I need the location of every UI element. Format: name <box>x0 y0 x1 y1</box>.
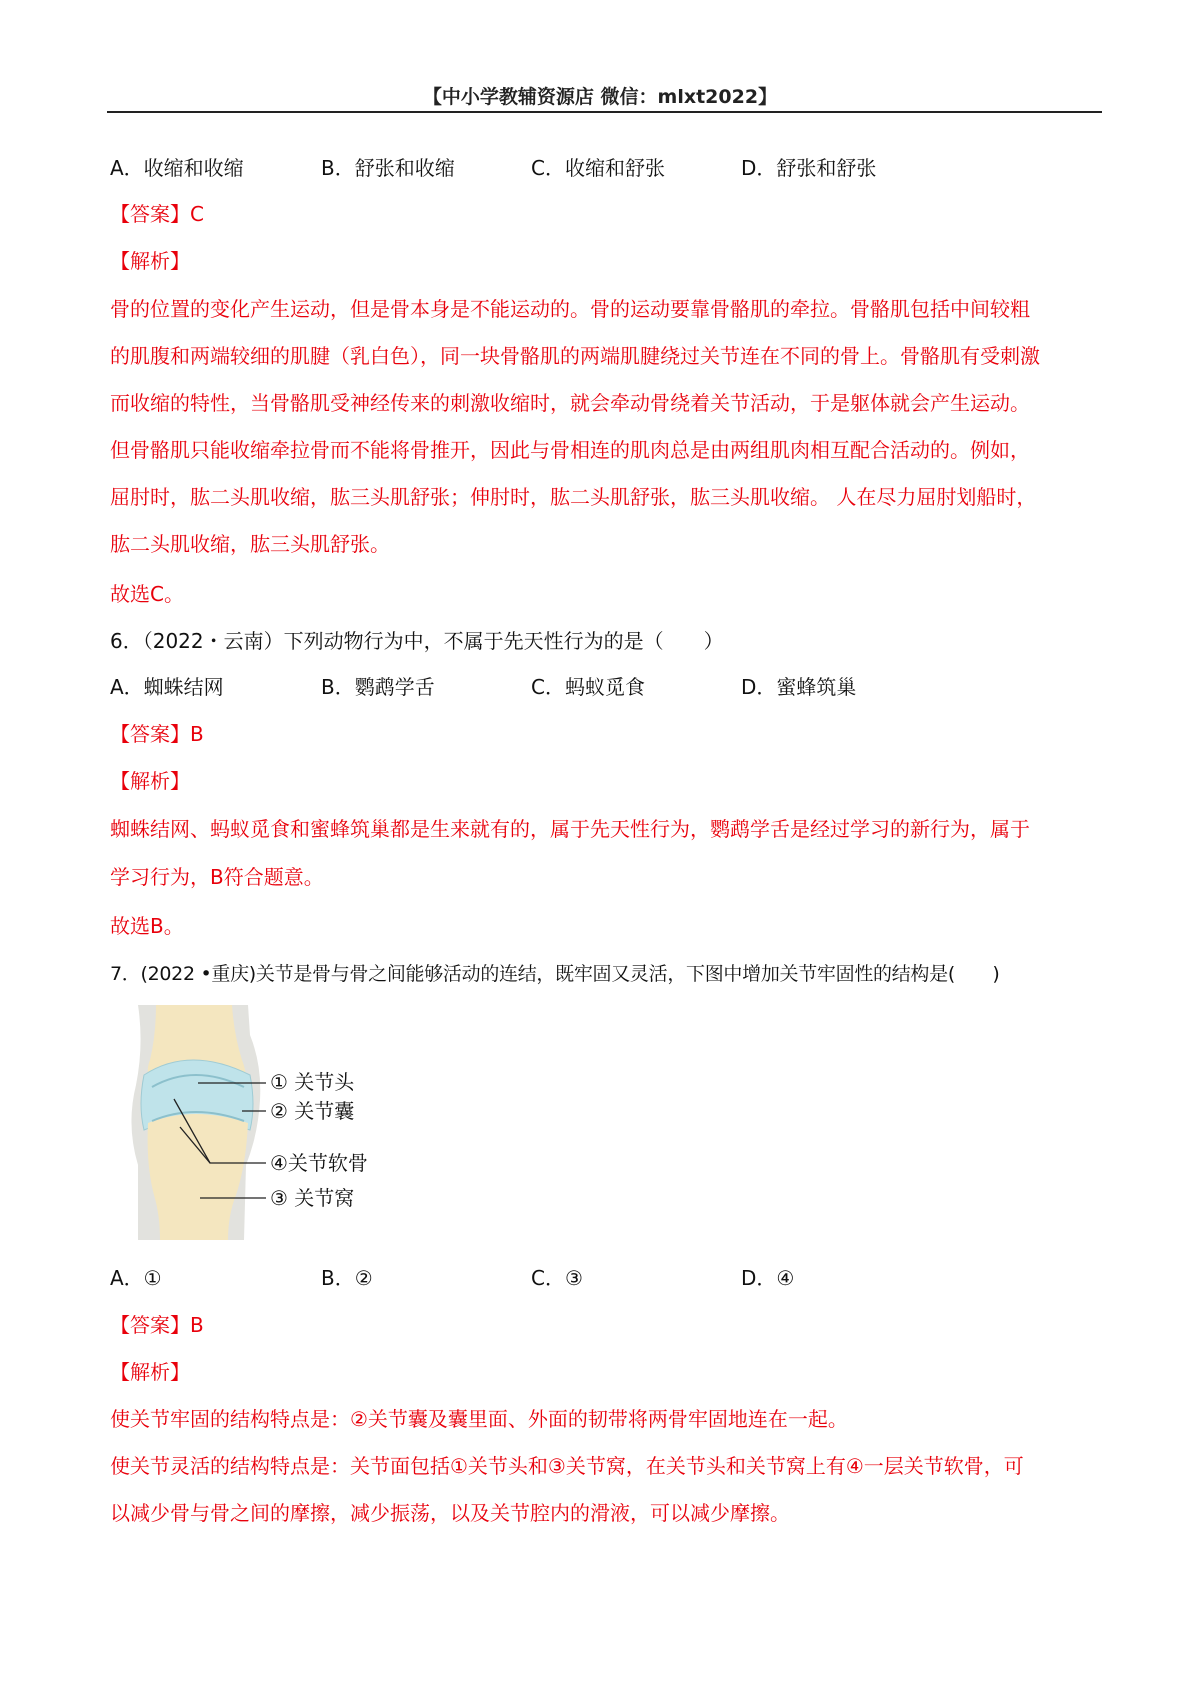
q5-answer-value: C <box>190 202 204 226</box>
q5-analysis-line-6: 肱二头肌收缩，肱三头肌舒张。 <box>110 532 390 556</box>
q7-analysis-line-3: 以减少骨与骨之间的摩擦，减少振荡，以及关节腔内的滑液，可以减少摩擦。 <box>110 1501 790 1525</box>
q7-analysis-label: 【解析】 <box>110 1360 190 1384</box>
q5-conclusion: 故选C。 <box>110 582 184 606</box>
q5-option-a: A．收缩和收缩 <box>110 156 244 180</box>
joint-diagram <box>130 1005 430 1240</box>
q7-option-b: B．② <box>321 1266 373 1290</box>
q7-answer <box>110 1311 204 1339</box>
q7-analysis-line-1: 使关节牢固的结构特点是：②关节囊及囊里面、外面的韧带将两骨牢固地连在一起。 <box>110 1407 848 1431</box>
q7-option-a: A．① <box>110 1266 162 1290</box>
page-header: 【中小学教辅资源店 微信：mlxt2022】 <box>422 86 778 108</box>
q6-option-a: A．蜘蛛结网 <box>110 675 224 699</box>
q5-analysis-line-1: 骨的位置的变化产生运动，但是骨本身是不能运动的。骨的运动要靠骨骼肌的牵拉。骨骼肌包括中间较粗 <box>110 297 1030 321</box>
q6-answer-value: B <box>190 722 204 746</box>
q5-analysis-line-2: 的肌腹和两端较细的肌腱（乳白色），同一块骨骼肌的两端肌腱绕过关节连在不同的骨上。骨骼肌有受刺激 <box>110 344 1040 368</box>
q7-option-c: C．③ <box>531 1266 583 1290</box>
q7-option-d: D．④ <box>741 1266 795 1290</box>
q6-conclusion: 故选B。 <box>110 914 184 938</box>
q6-option-c: C．蚂蚁觅食 <box>531 675 645 699</box>
q5-option-d: D．舒张和舒张 <box>741 156 877 180</box>
q6-analysis-line-2: 学习行为，B符合题意。 <box>110 865 324 889</box>
q5-answer-label: 【答案】 <box>110 202 190 226</box>
q5-analysis-line-3: 而收缩的特性，当骨骼肌受神经传来的刺激收缩时，就会牵动骨绕着关节活动，于是躯体就会产生运动。 <box>110 391 1030 415</box>
q5-analysis-line-5: 屈肘时，肱二头肌收缩，肱三头肌舒张；伸肘时，肱二头肌舒张，肱三头肌收缩。 人在尽力屈肘划船时， <box>110 485 1037 509</box>
q7-answer-value: B <box>190 1313 204 1337</box>
q5-analysis-line-4: 但骨骼肌只能收缩牵拉骨而不能将骨推开，因此与骨相连的肌肉总是由两组肌肉相互配合活动的。例如， <box>110 438 1030 462</box>
q6-option-d: D．蜜蜂筑巢 <box>741 675 857 699</box>
q6-answer-label: 【答案】 <box>110 722 190 746</box>
label-articular-cartilage: ④关节软骨 <box>270 1151 368 1175</box>
q5-answer <box>110 200 204 228</box>
q5-option-b: B．舒张和收缩 <box>321 156 455 180</box>
q6-stem: 6．（2022・云南）下列动物行为中，不属于先天性行为的是（ ） <box>110 629 724 653</box>
q7-answer-label: 【答案】 <box>110 1313 190 1337</box>
q6-analysis-line-1: 蜘蛛结网、蚂蚁觅食和蜜蜂筑巢都是生来就有的，属于先天性行为，鹦鹉学舌是经过学习的新行为，属于 <box>110 817 1030 841</box>
header-divider <box>107 111 1102 113</box>
q7-analysis-line-2: 使关节灵活的结构特点是：关节面包括①关节头和③关节窝，在关节头和关节窝上有④一层关节软骨，可 <box>110 1454 1024 1478</box>
label-joint-head: ① 关节头 <box>270 1070 355 1094</box>
q5-option-c: C．收缩和舒张 <box>531 156 665 180</box>
q6-option-b: B．鹦鹉学舌 <box>321 675 435 699</box>
q5-analysis-label: 【解析】 <box>110 249 190 273</box>
q6-answer <box>110 720 204 748</box>
label-joint-socket: ③ 关节窝 <box>270 1186 355 1210</box>
q7-stem: 7．(2022 •重庆)关节是骨与骨之间能够活动的连结，既牢固又灵活，下图中增加关节牢固性的结构是( ) <box>110 963 1000 985</box>
q6-analysis-label: 【解析】 <box>110 769 190 793</box>
label-joint-capsule: ② 关节囊 <box>270 1099 355 1123</box>
